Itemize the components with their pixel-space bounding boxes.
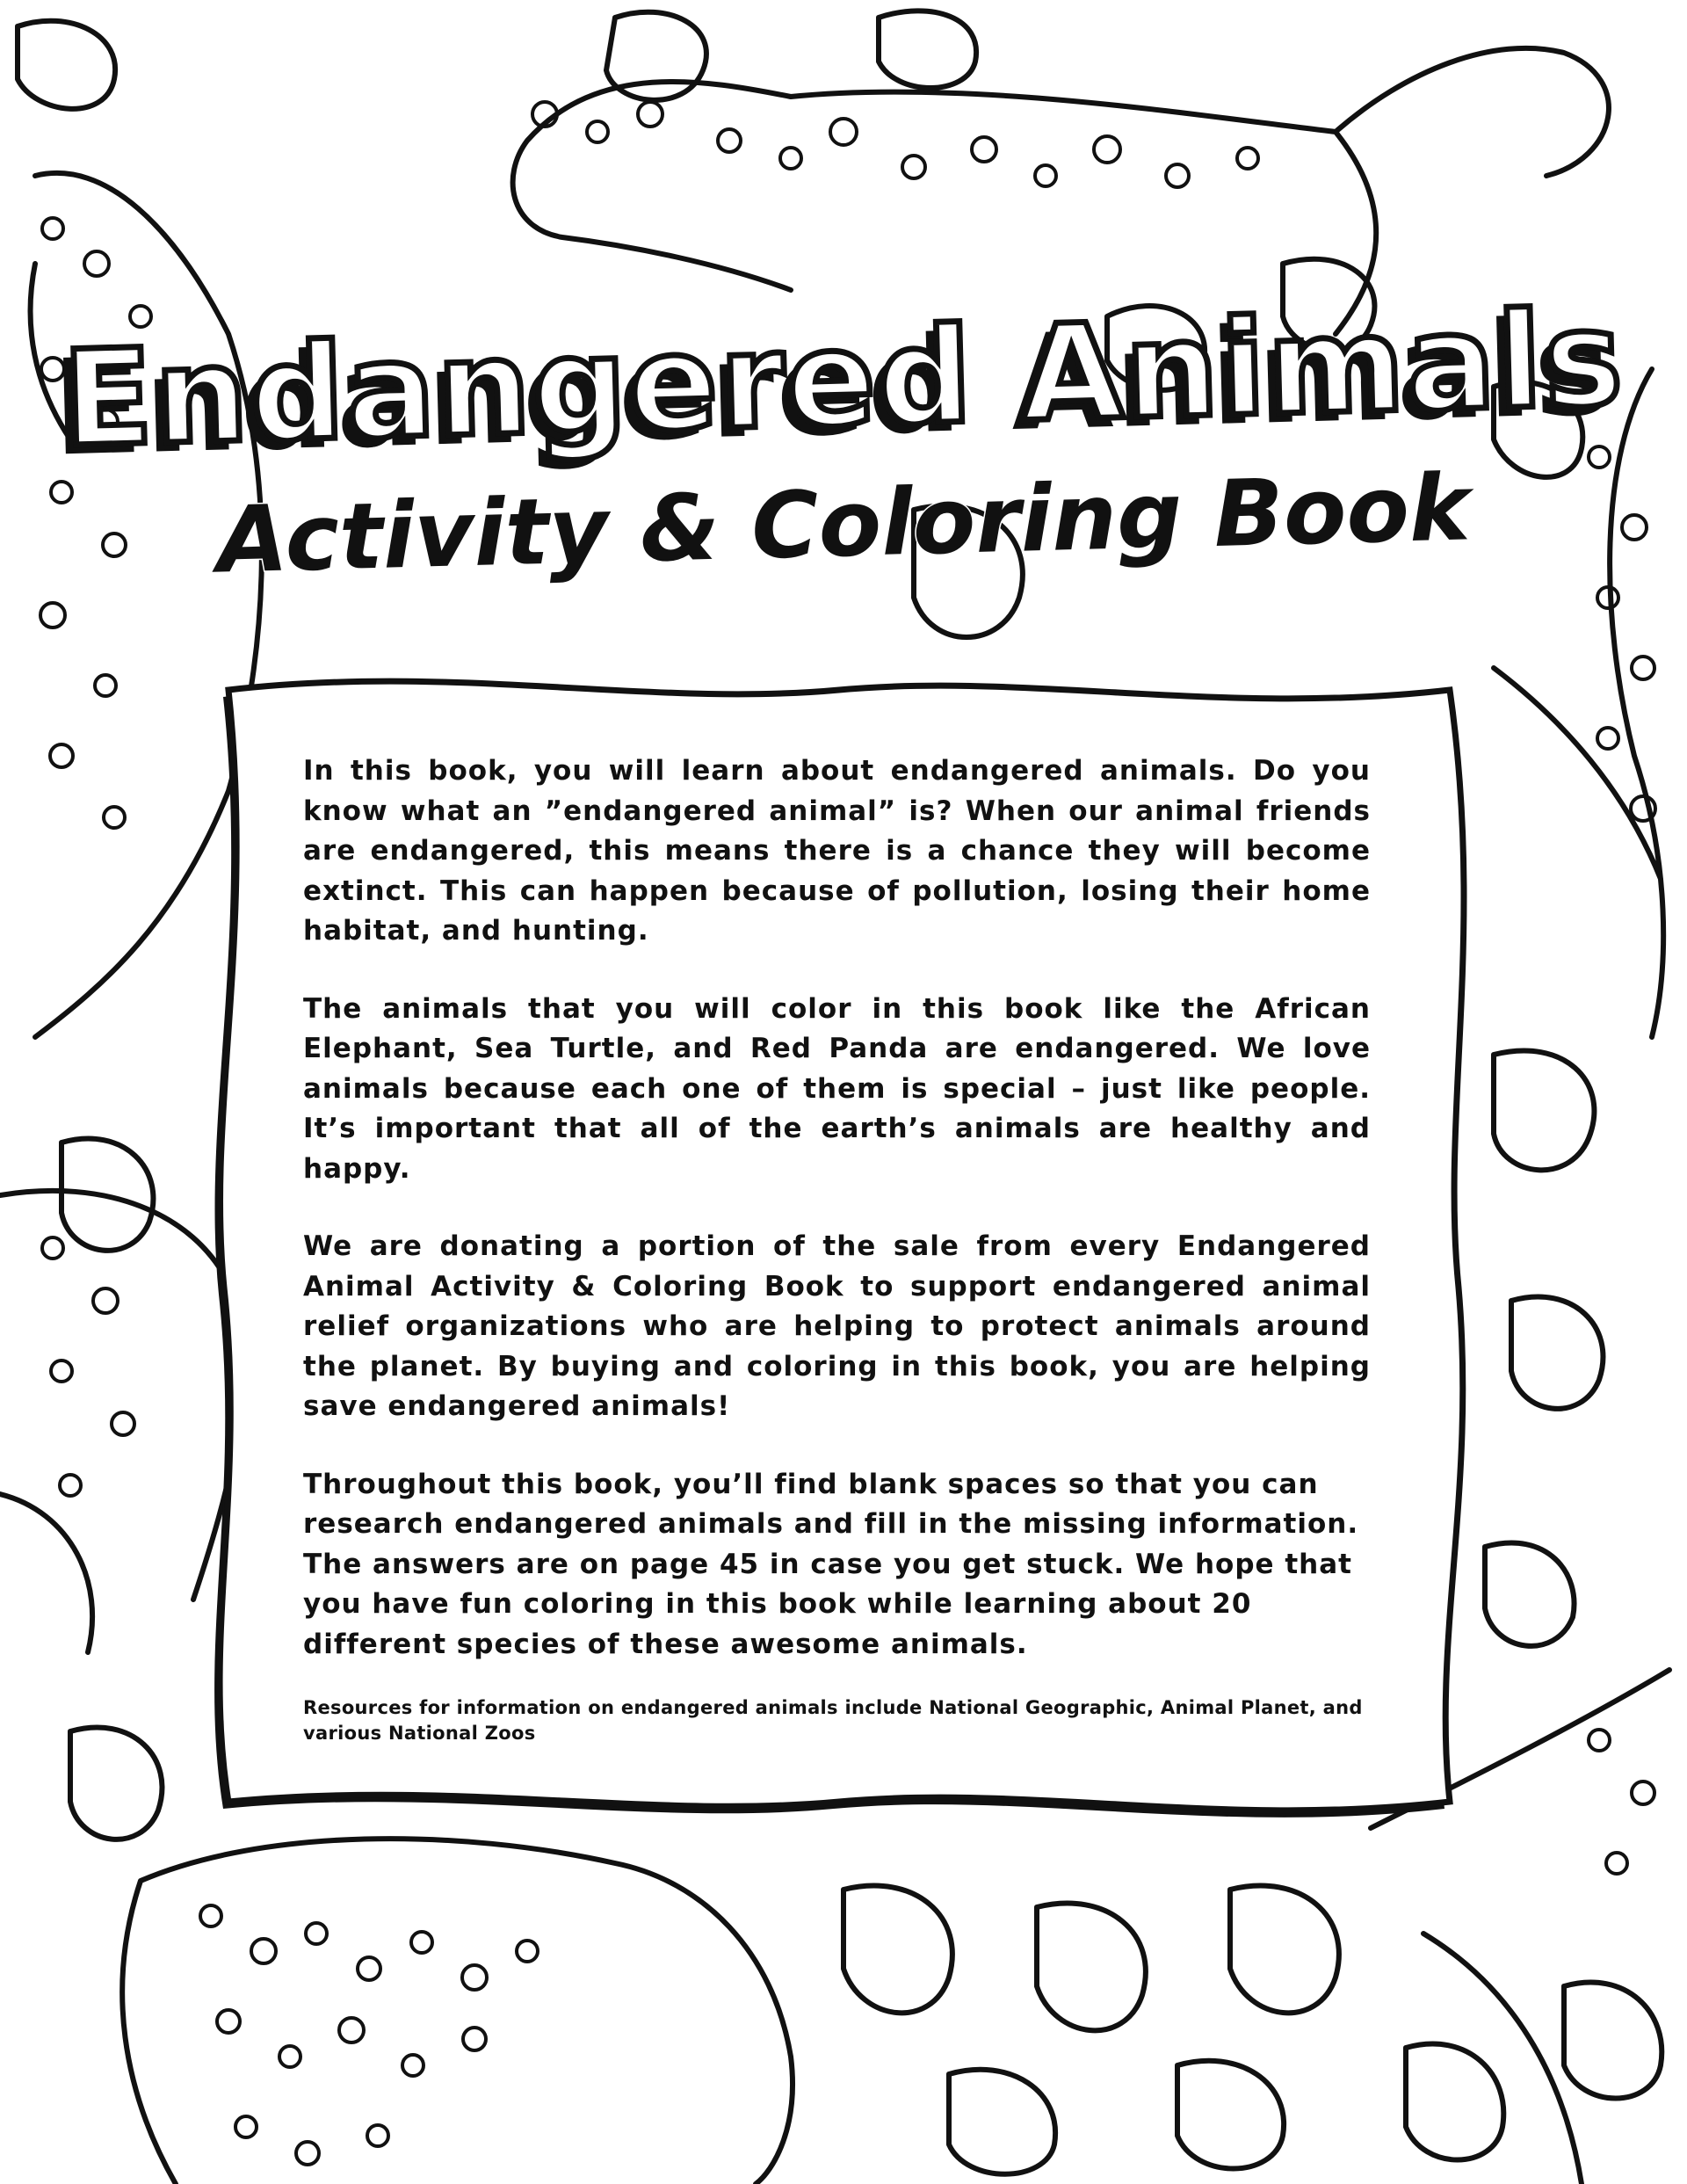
page-title: Endangered Animals xyxy=(61,282,1626,477)
intro-paragraph-4: Throughout this book, you’ll find blank spaces so that you can research endangered animals and fill in the missing information. The answers are on page 45 in case you get stuck. We hope that you have fun coloring in this book while learning about 20 different species of these awesome animals. xyxy=(303,1468,1359,1660)
resources-note: Resources for information on endangered animals include National Geographic, Animal Planet, and various National Zoos xyxy=(303,1697,1363,1744)
page-subtitle: Activity & Coloring Book xyxy=(215,453,1472,594)
intro-paragraph-1: In this book, you will learn about endangered animals. Do you know what an ”endangered animal” is? When our animal friends are endangered, this means there is a chance they will become extinct. This can happen because of pollution, losing their home habitat, and hunting. xyxy=(303,755,1371,947)
intro-paragraph-2: The animals that you will color in this book like the African Elephant, Sea Turtle, and Red Panda are endangered. We love animals because each one of them is special – just like people. It’s important that all of the earth’s animals are healthy and happy. xyxy=(303,992,1371,1185)
intro-paragraph-3: We are donating a portion of the sale from every Endangered Animal Activity & Coloring Book to support endangered animal relief organizations who are helping to protect animals around the planet. By buying and coloring in this book, you are helping save endangered animals! xyxy=(303,1230,1371,1422)
intro-text-block xyxy=(303,751,1371,1746)
